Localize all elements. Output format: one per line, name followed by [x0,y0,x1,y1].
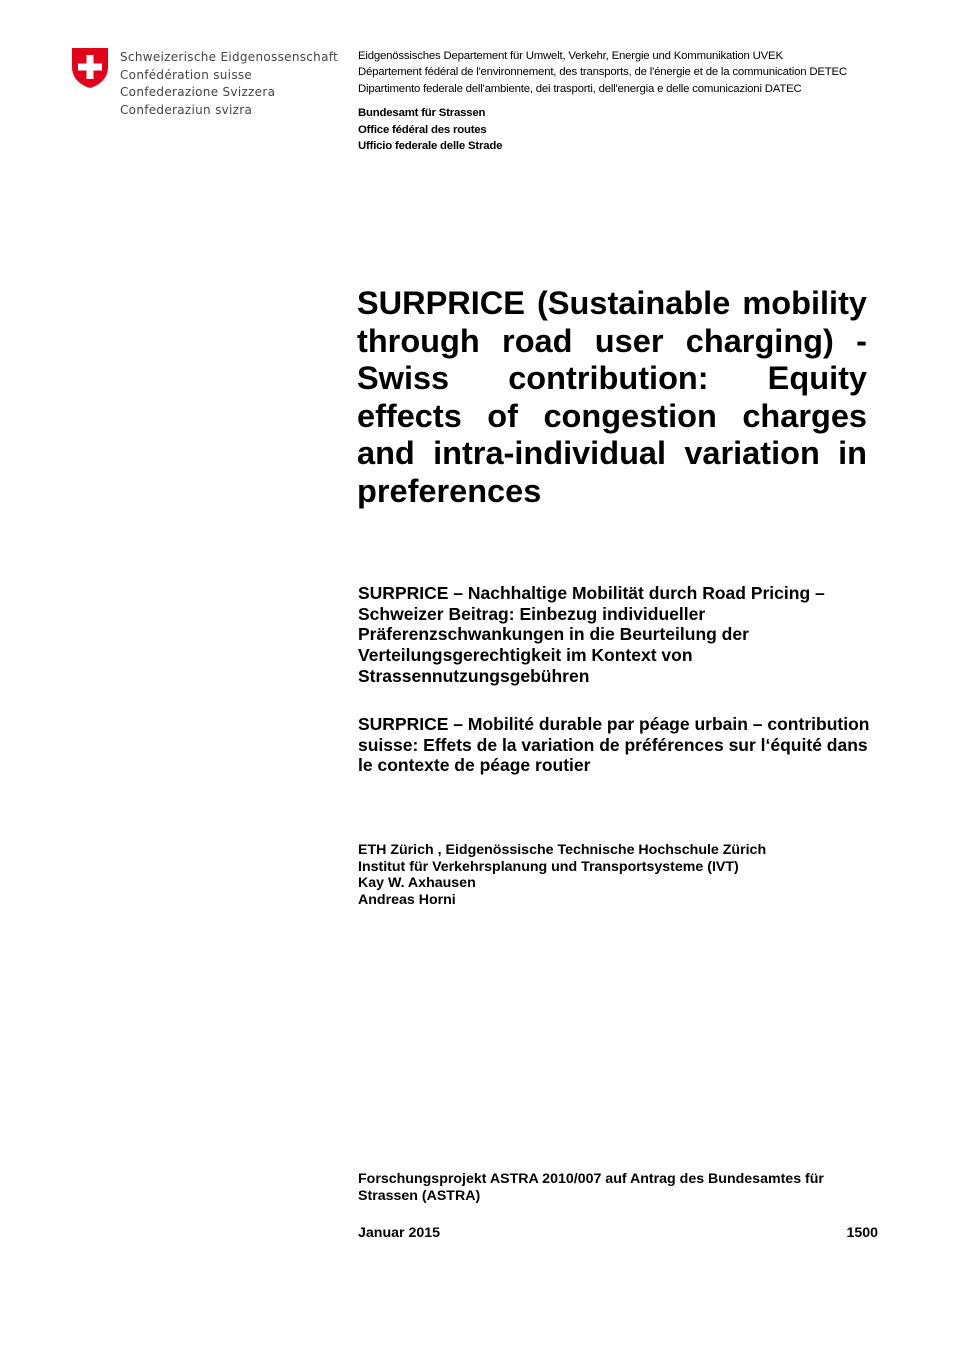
publication-date: Januar 2015 [358,1225,441,1241]
office-fr: Office fédéral des routes [358,123,487,136]
office-it: Ufficio federale delle Strade [358,140,503,152]
report-number: 1500 [846,1225,878,1241]
research-project: Forschungsprojekt ASTRA 2010/007 auf Antrag des Bundesamtes für Strassen (ASTRA) [358,1171,824,1204]
department-it: Dipartimento federale dell'ambiente, dei trasporti, dell'energia e delle comunicazioni DATEC [358,82,802,95]
author-name: Andreas Horni [358,891,456,908]
office-block [358,105,502,155]
confederation-name-it: Confederazione Svizzera [120,85,276,99]
department-de: Eidgenössisches Departement für Umwelt, Verkehr, Energie und Kommunikation UVEK [358,50,783,62]
subtitle-german: SURPRICE – Nachhaltige Mobilität durch Road Pricing – Schweizer Beitrag: Einbezug individueller Präferenzschwankungen in die Beurteilung der Verteilungsgerechtigkeit im Kontext von Strassennutzungsgebühren [358,583,825,686]
department-block [358,48,847,97]
subtitle-french: SURPRICE – Mobilité durable par péage urbain – contribution suisse: Effets de la variation de préférences sur l‘équité dans le contexte de péage routier [358,714,870,776]
swiss-cross-shield-icon [71,47,109,89]
department-fr: Département fédéral de l'environnement, des transports, de l'énergie et de la communication DETEC [358,66,847,79]
author-institution: ETH Zürich , Eidgenössische Technische Hochschule Zürich [358,842,767,858]
author-name: Kay W. Axhausen [358,875,476,892]
confederation-name-rm: Confederaziun svizra [120,102,253,117]
confederation-name-fr: Confédération suisse [120,67,253,82]
author-institute: Institut für Verkehrsplanung und Transportsysteme (IVT) [358,858,739,875]
authors-block [358,842,766,908]
report-title: SURPRICE (Sustainable mobility through road user charging) - Swiss contribution: Equity effects of congestion charges and intra-individual variation in preferences [357,285,867,509]
office-de: Bundesamt für Strassen [358,107,486,119]
confederation-name-block [120,49,338,119]
confederation-name-de: Schweizerische Eidgenossenschaft [120,50,339,64]
